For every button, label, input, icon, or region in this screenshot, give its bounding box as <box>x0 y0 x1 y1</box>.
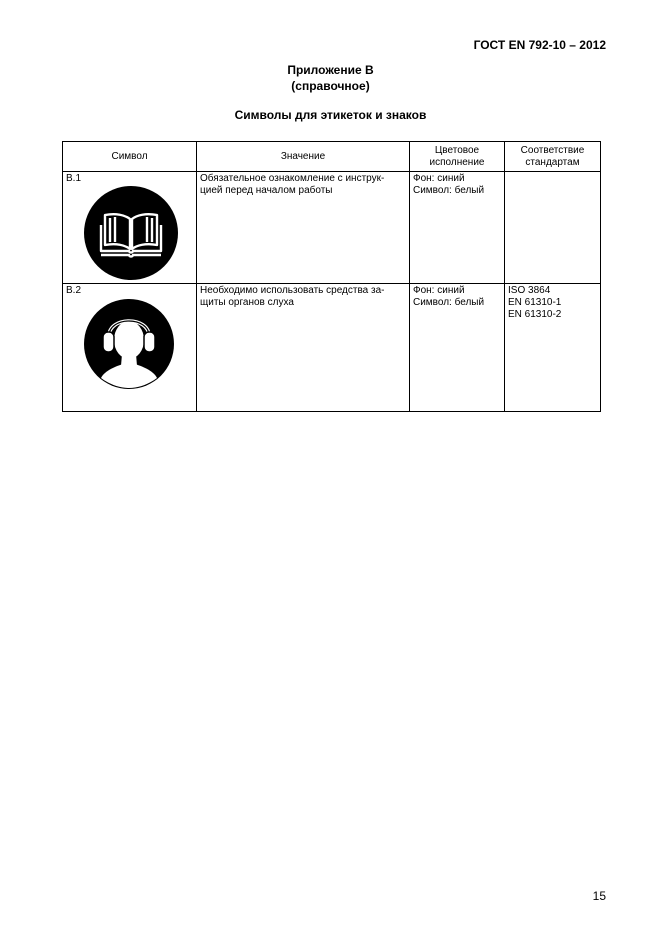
appendix-subtitle: (справочное) <box>291 79 370 93</box>
column-header-standards: Соответствие стандартам <box>505 142 601 172</box>
meaning-cell <box>197 284 410 412</box>
column-header-meaning: Значение <box>197 142 410 172</box>
meaning-line: цией перед началом работы <box>200 185 333 196</box>
color-line: Символ: белый <box>413 297 485 308</box>
table-row <box>63 172 601 284</box>
standards-cell <box>505 284 601 412</box>
color-cell <box>410 172 505 284</box>
table-caption: Символы для этикеток и знаков <box>234 108 427 122</box>
color-line: Символ: белый <box>413 185 485 196</box>
color-line: Фон: синий <box>413 285 465 296</box>
symbol-cell <box>63 284 197 412</box>
color-cell <box>410 284 505 412</box>
meaning-line: Обязательное ознакомление с инструк- <box>200 173 385 184</box>
table-header-row <box>63 142 601 172</box>
symbols-table <box>62 141 601 412</box>
symbol-cell <box>63 172 197 284</box>
symbol-id: В.1 <box>66 173 82 184</box>
column-header-symbol: Символ <box>63 142 197 172</box>
appendix-heading <box>0 62 661 94</box>
standard-line: EN 61310-2 <box>508 309 562 320</box>
standard-line: EN 61310-1 <box>508 297 562 308</box>
standards-cell <box>505 172 601 284</box>
color-line: Фон: синий <box>413 173 465 184</box>
meaning-cell <box>197 172 410 284</box>
column-header-color: Цветовое исполнение <box>410 142 505 172</box>
page-number: 15 <box>592 889 606 903</box>
book-icon <box>83 185 179 281</box>
meaning-line: щиты органов слуха <box>200 297 294 308</box>
symbol-id: В.2 <box>66 285 82 296</box>
meaning-line: Необходимо использовать средства за- <box>200 285 385 296</box>
standard-designation: ГОСТ EN 792-10 – 2012 <box>473 38 606 52</box>
ear-protection-icon <box>83 298 175 390</box>
standard-line: ISO 3864 <box>508 285 551 296</box>
table-row <box>63 284 601 412</box>
appendix-title: Приложение В <box>287 63 374 77</box>
